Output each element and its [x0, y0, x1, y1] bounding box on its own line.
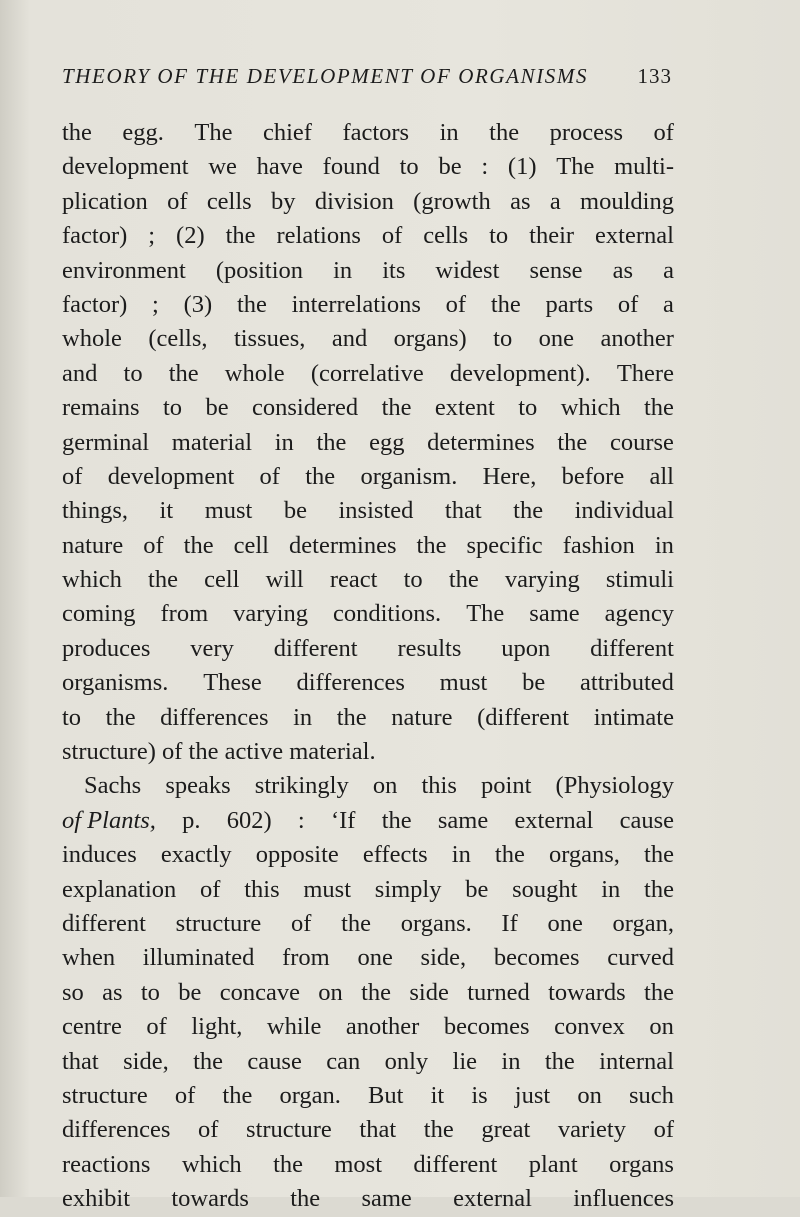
word: towards: [171, 1185, 249, 1213]
word: in: [293, 703, 313, 731]
word: different: [273, 634, 358, 662]
word: to: [162, 394, 183, 422]
word: be: [283, 497, 307, 525]
word: structure: [246, 1116, 332, 1144]
text-line: [62, 1079, 674, 1113]
word: be: [522, 669, 546, 697]
word: active: [224, 738, 284, 766]
word: sense: [529, 256, 583, 284]
word: such: [628, 1081, 674, 1109]
word: the: [381, 806, 412, 834]
word: another: [345, 1013, 420, 1041]
word: exhibit: [62, 1185, 131, 1213]
word: of: [259, 462, 280, 490]
word: development).: [449, 359, 591, 387]
word: organ.: [279, 1081, 341, 1109]
word: by: [271, 187, 296, 215]
word: one: [538, 325, 575, 353]
word: The: [556, 153, 595, 181]
word: determines: [427, 428, 535, 456]
word: of: [62, 462, 83, 490]
word: in: [333, 256, 353, 284]
word: be: [438, 153, 462, 181]
word: environment: [62, 256, 186, 284]
word: division: [314, 187, 394, 215]
text-line: [62, 322, 674, 356]
word: as: [510, 187, 531, 215]
word: of: [162, 738, 183, 766]
word: chief: [262, 119, 312, 146]
word: (3): [183, 290, 213, 318]
page-number: 133: [637, 64, 672, 88]
word: must: [204, 497, 253, 525]
word: structure: [175, 909, 262, 937]
word: it: [430, 1081, 445, 1109]
word: ;: [148, 222, 156, 250]
word: nature: [62, 531, 124, 559]
word: structure): [62, 738, 156, 766]
text-line: [62, 1113, 674, 1147]
word: the: [273, 1150, 303, 1178]
word: organs,: [548, 841, 620, 869]
word: attributed: [580, 669, 674, 697]
word: ;: [152, 290, 159, 318]
word: differences: [296, 669, 405, 697]
word: same: [361, 1185, 412, 1213]
text-line: [62, 254, 674, 288]
word: and: [331, 325, 368, 353]
word: to: [123, 359, 143, 387]
word: on: [577, 1081, 602, 1109]
word: factor): [62, 222, 128, 250]
word: strikingly: [254, 772, 349, 800]
word: the: [188, 738, 219, 766]
word: be: [465, 875, 489, 903]
word: in: [501, 1047, 521, 1075]
word: opposite: [255, 841, 339, 869]
word: great: [481, 1116, 531, 1144]
word: development: [62, 153, 189, 181]
word: variety: [557, 1116, 626, 1144]
word: The: [194, 119, 233, 146]
word: But: [368, 1081, 404, 1109]
text-line: [62, 116, 674, 150]
word: side: [409, 978, 449, 1006]
word: different: [62, 909, 146, 937]
word: the: [644, 841, 674, 869]
word: organ,: [612, 909, 674, 937]
word: plication: [62, 187, 148, 215]
word: must: [303, 875, 352, 903]
word: insisted: [338, 497, 414, 525]
word: egg.: [122, 119, 164, 146]
word: relations: [276, 222, 361, 250]
word: that: [444, 497, 482, 525]
word: of: [167, 187, 188, 215]
text-line: [62, 494, 674, 528]
word: the: [513, 497, 544, 525]
word: external: [595, 222, 674, 250]
word: all: [649, 462, 674, 490]
word: the: [361, 978, 392, 1006]
word: on: [318, 978, 343, 1006]
word: cells: [206, 187, 252, 215]
word: the: [544, 1047, 575, 1075]
word: explanation: [62, 875, 177, 903]
word: illuminated: [142, 944, 255, 972]
word: have: [256, 153, 303, 181]
word: organism.: [360, 462, 458, 490]
word: a: [663, 290, 674, 318]
word: whole: [224, 359, 285, 387]
word: considered: [252, 394, 359, 422]
word: p.: [182, 806, 201, 834]
word: the: [222, 1081, 253, 1109]
text-line: [62, 838, 674, 872]
body-text: [62, 116, 674, 1217]
word: organs: [609, 1150, 674, 1178]
word: different: [413, 1150, 498, 1178]
word: from: [282, 944, 330, 972]
text-line: [62, 769, 674, 803]
word: the: [62, 119, 92, 146]
word: the: [341, 909, 372, 937]
word: the: [644, 875, 674, 903]
running-head: [62, 64, 672, 94]
word: the: [316, 428, 347, 456]
word: centre: [62, 1013, 122, 1041]
word: of: [653, 119, 674, 146]
word: the: [148, 566, 178, 594]
text-line: [62, 666, 674, 700]
word: and: [62, 359, 98, 387]
word: which: [181, 1150, 242, 1178]
text-line: [62, 976, 674, 1010]
word: of: [146, 1013, 167, 1041]
word: Here,: [482, 462, 537, 490]
word: as: [612, 256, 634, 284]
word: its: [382, 256, 406, 284]
text-line: [62, 1045, 674, 1079]
word: same: [529, 600, 580, 628]
word: of: [174, 1081, 196, 1109]
word: parts: [545, 290, 594, 318]
word: varying: [504, 566, 580, 594]
text-line: [62, 632, 674, 666]
text-line: [62, 873, 674, 907]
word: when: [62, 944, 116, 972]
word: The: [466, 600, 505, 628]
word: the: [416, 531, 447, 559]
word: the: [494, 841, 525, 869]
word: the: [236, 290, 267, 318]
word: cause: [619, 806, 674, 834]
word: that: [359, 1116, 397, 1144]
word: must: [439, 669, 488, 697]
word: the: [305, 462, 336, 490]
text-line: [62, 907, 674, 941]
word: stimuli: [605, 566, 674, 594]
word: of: [381, 222, 403, 250]
word: external: [514, 806, 594, 834]
word: the: [423, 1116, 454, 1144]
word: specific: [466, 531, 543, 559]
word: the: [448, 566, 479, 594]
word: cell: [233, 531, 269, 559]
word: their: [529, 222, 575, 250]
text-line: [62, 357, 674, 391]
word: from: [160, 600, 209, 628]
word: in: [601, 875, 621, 903]
word: induces: [62, 841, 137, 869]
text-line: [62, 941, 674, 975]
word: interrelations: [291, 290, 421, 318]
word: of: [653, 1116, 674, 1144]
text-line: [62, 529, 674, 563]
word: cells: [423, 222, 469, 250]
word: (growth: [413, 187, 491, 215]
word: widest: [435, 256, 500, 284]
word: external: [453, 1185, 532, 1213]
word: of: [143, 531, 164, 559]
word: of: [445, 290, 467, 318]
word: one: [547, 909, 583, 937]
word: 602): [226, 806, 272, 834]
word: differences: [62, 1116, 171, 1144]
word: If: [501, 909, 518, 937]
word: moulding: [580, 187, 674, 215]
word: :: [297, 806, 305, 834]
running-title: THEORY OF THE DEVELOPMENT OF ORGANISMS: [62, 64, 589, 88]
text-line: [62, 804, 674, 838]
word: of Plants,: [62, 806, 156, 834]
word: the: [290, 1185, 321, 1213]
word: it: [159, 497, 174, 525]
word: as: [102, 978, 123, 1006]
word: very: [190, 634, 234, 662]
word: of: [291, 909, 312, 937]
word: side,: [420, 944, 467, 972]
word: germinal: [62, 428, 150, 456]
word: the: [644, 394, 674, 422]
word: (different: [477, 703, 570, 731]
word: be: [178, 978, 202, 1006]
word: will: [265, 566, 304, 594]
word: point: [481, 772, 532, 800]
word: the: [225, 222, 256, 250]
word: ‘If: [330, 806, 356, 834]
word: to: [140, 978, 160, 1006]
word: factors: [342, 119, 410, 146]
word: concave: [219, 978, 300, 1006]
word: structure: [62, 1081, 148, 1109]
word: agency: [604, 600, 674, 628]
word: tissues,: [233, 325, 306, 353]
word: multi-: [614, 153, 674, 181]
word: There: [616, 359, 674, 387]
word: to: [399, 153, 419, 181]
word: the: [193, 1047, 224, 1075]
word: the: [557, 428, 588, 456]
word: (cells,: [148, 325, 208, 353]
word: is: [471, 1081, 488, 1109]
word: conditions.: [332, 600, 442, 628]
word: effects: [362, 841, 428, 869]
word: turned: [467, 978, 530, 1006]
word: another: [600, 325, 674, 353]
word: this: [244, 875, 280, 903]
word: cell: [204, 566, 240, 594]
word: to: [518, 394, 538, 422]
word: egg: [369, 428, 405, 456]
text-line: [62, 735, 674, 769]
word: just: [514, 1081, 551, 1109]
text-line: [62, 391, 674, 425]
text-line: [62, 219, 674, 253]
word: differences: [160, 703, 269, 731]
word: (Physiology: [555, 772, 674, 800]
word: of: [198, 1116, 219, 1144]
word: the: [105, 703, 136, 731]
word: produces: [62, 634, 151, 662]
word: react: [329, 566, 378, 594]
text-line: [62, 288, 674, 322]
word: fashion: [562, 531, 635, 559]
word: organisms.: [62, 669, 169, 697]
text-line: [62, 1182, 674, 1216]
word: be: [205, 394, 229, 422]
word: light,: [191, 1013, 243, 1041]
word: of: [200, 875, 221, 903]
word: sought: [512, 875, 578, 903]
word: remains: [62, 394, 140, 422]
word: organs.: [400, 909, 472, 937]
word: the: [336, 703, 367, 731]
word: curved: [607, 944, 674, 972]
word: development: [107, 462, 235, 490]
word: to: [62, 703, 82, 731]
word: speaks: [165, 772, 231, 800]
word: the: [644, 978, 674, 1006]
text-line: [62, 701, 674, 735]
word: convex: [554, 1013, 625, 1041]
word: things,: [62, 497, 129, 525]
word: process: [549, 119, 624, 146]
word: in: [451, 841, 471, 869]
word: whole: [62, 325, 122, 353]
word: internal: [599, 1047, 674, 1075]
word: we: [208, 153, 237, 181]
word: (correlative: [310, 359, 424, 387]
word: only: [384, 1047, 429, 1075]
word: influences: [573, 1185, 674, 1213]
word: found: [322, 153, 380, 181]
word: exactly: [160, 841, 232, 869]
word: that: [62, 1047, 99, 1075]
text-line: [62, 185, 674, 219]
word: while: [266, 1013, 322, 1041]
word: so: [62, 978, 84, 1006]
word: one: [357, 944, 393, 972]
word: in: [439, 119, 459, 146]
word: to: [493, 325, 513, 353]
word: varying: [233, 600, 308, 628]
word: before: [561, 462, 625, 490]
text-line: [62, 1148, 674, 1182]
word: a: [663, 256, 674, 284]
word: course: [609, 428, 674, 456]
text-line: [62, 1010, 674, 1044]
word: towards: [548, 978, 626, 1006]
word: the: [489, 119, 520, 146]
word: determines: [289, 531, 397, 559]
word: can: [326, 1047, 361, 1075]
word: the: [381, 394, 412, 422]
word: (2): [176, 222, 205, 250]
word: Sachs: [84, 772, 142, 800]
word: this: [421, 772, 457, 800]
text-line: [62, 597, 674, 631]
word: factor): [62, 290, 128, 318]
text-line: [62, 563, 674, 597]
text-line: [62, 150, 674, 184]
word: side,: [123, 1047, 169, 1075]
word: cause: [247, 1047, 302, 1075]
word: These: [203, 669, 262, 697]
word: in: [654, 531, 674, 559]
word: the: [168, 359, 199, 387]
word: :: [481, 153, 489, 181]
word: (position: [215, 256, 304, 284]
word: becomes: [493, 944, 580, 972]
word: different: [590, 634, 674, 662]
word: the: [490, 290, 521, 318]
word: of: [617, 290, 639, 318]
word: which: [62, 566, 122, 594]
word: to: [489, 222, 509, 250]
word: intimate: [593, 703, 674, 731]
word: simply: [374, 875, 442, 903]
word: in: [274, 428, 294, 456]
word: plant: [528, 1150, 578, 1178]
word: on: [372, 772, 398, 800]
word: most: [334, 1150, 383, 1178]
word: which: [560, 394, 621, 422]
word: the: [183, 531, 214, 559]
word: nature: [391, 703, 453, 731]
word: a: [549, 187, 561, 215]
word: results: [397, 634, 462, 662]
word: coming: [62, 600, 136, 628]
word: on: [649, 1013, 674, 1041]
word: reactions: [62, 1150, 151, 1178]
word: same: [437, 806, 489, 834]
word: lie: [452, 1047, 478, 1075]
word: material.: [289, 738, 376, 766]
word: (1): [507, 153, 537, 181]
word: material: [171, 428, 253, 456]
word: extent: [434, 394, 495, 422]
word: organs): [393, 325, 467, 353]
text-line: [62, 460, 674, 494]
word: to: [403, 566, 423, 594]
word: upon: [501, 634, 551, 662]
text-line: [62, 426, 674, 460]
word: individual: [574, 497, 674, 525]
word: becomes: [443, 1013, 530, 1041]
